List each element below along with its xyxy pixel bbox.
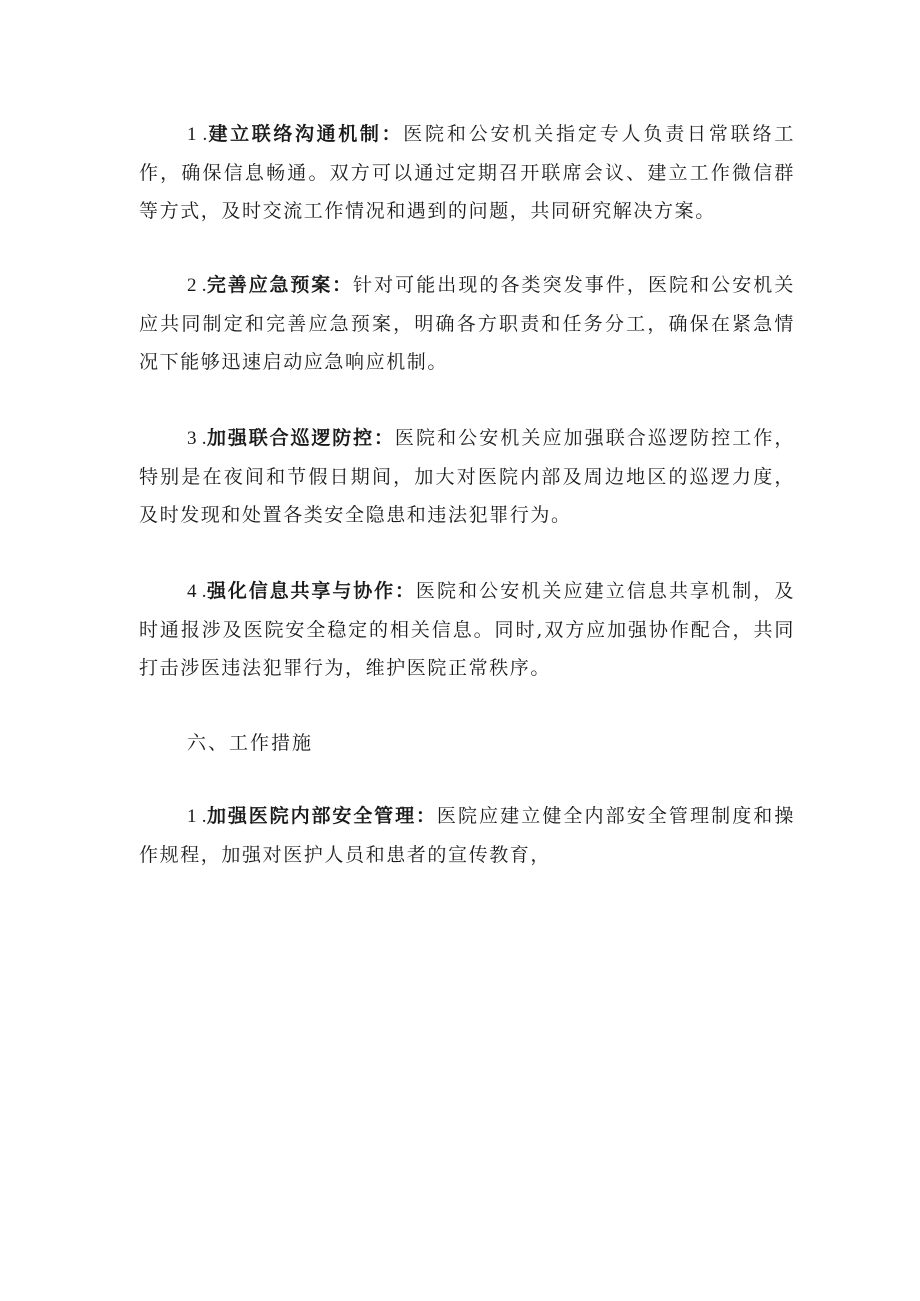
paragraph-number: 1 [187,806,197,827]
number-separator: . [196,806,207,827]
paragraph-2 [139,266,795,381]
paragraph-4 [139,572,795,687]
paragraph-body: 针对可能出现的各类突发事件，医院和公安机关应共同制定和完善应急预案，明确各方职责和任务分工，确保在紧急情况下能够迅速启动应急响应机制。 [139,274,795,373]
paragraph-title: 加强医院内部安全管理： [206,805,437,827]
paragraph-title: 完善应急预案： [206,274,354,296]
paragraph-1 [139,115,795,230]
section-heading: 六、工作措施 [187,732,314,754]
paragraph-number: 3 [187,428,197,449]
paragraph-number: 1 [187,124,197,145]
paragraph-body: 医院和公安机关应建立信息共享机制，及时通报涉及医院安全稳定的相关信息。同时,双方应加强协作配合，共同打击涉医违法犯罪行为，维护医院正常秩序。 [139,580,795,679]
section-paragraph-1 [139,797,795,874]
paragraph-number: 2 [187,275,197,296]
paragraph-title: 强化信息共享与协作： [206,580,416,602]
paragraph-body: 医院和公安机关指定专人负责日常联络工作，确保信息畅通。双方可以通过定期召开联席会议、建立工作微信群等方式，及时交流工作情况和遇到的问题，共同研究解决方案。 [139,123,795,222]
paragraph-number: 4 [187,581,197,602]
paragraph-title: 建立联络沟通机制： [207,123,404,145]
paragraph-body: 医院应建立健全内部安全管理制度和操作规程，加强对医护人员和患者的宣传教育， [139,805,796,866]
number-separator: . [196,581,207,602]
paragraph-body: 医院和公安机关应加强联合巡逻防控工作，特别是在夜间和节假日期间，加大对医院内部及周边地区的巡逻力度，及时发现和处置各类安全隐患和违法犯罪行为。 [139,427,796,526]
paragraph-title: 加强联合巡逻防控： [206,427,395,449]
number-separator: . [196,428,207,449]
paragraph-3 [139,419,795,534]
number-separator: . [196,275,207,296]
number-separator: . [196,124,208,145]
